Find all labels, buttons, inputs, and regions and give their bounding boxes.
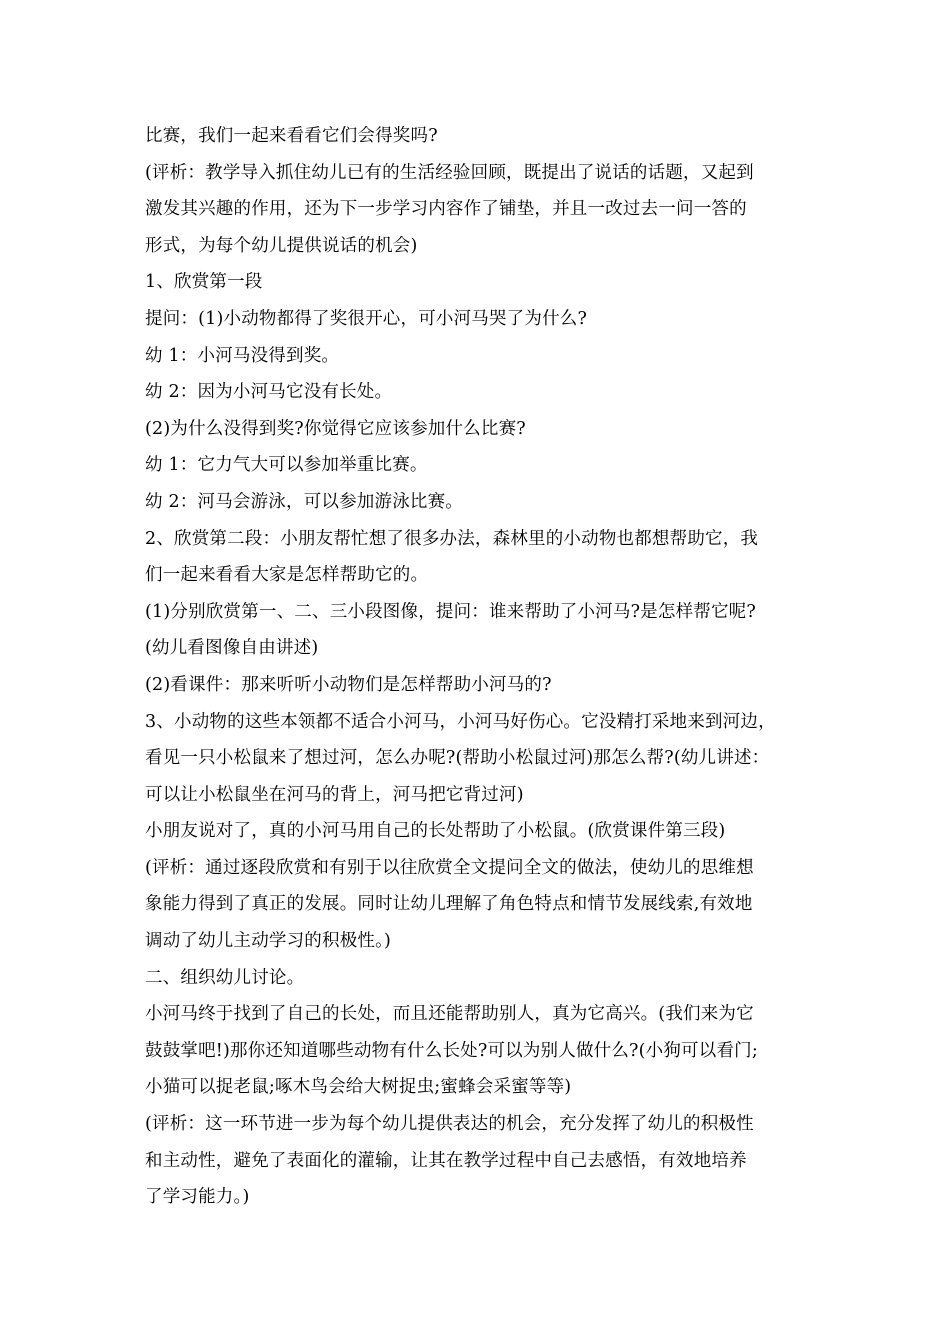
text-line: 比赛，我们一起来看看它们会得奖吗? (145, 126, 438, 146)
document-body (145, 118, 815, 1216)
section-heading: 1、欣赏第一段 (145, 272, 263, 293)
text-line: 3、小动物的这些本领都不适合小河马，小河马好伤心。它没精打采地来到河边， (145, 711, 776, 732)
text-line: 激发其兴趣的作用，还为下一步学习内容作了铺垫，并且一改过去一问一答的 (145, 199, 747, 220)
text-line: 形式，为每个幼儿提供说话的机会) (145, 235, 418, 256)
text-line: 们一起来看看大家是怎样帮助它的。 (145, 565, 429, 586)
text-line: (幼儿看图像自由讲述) (145, 638, 319, 659)
text-line: (评析：通过逐段欣赏和有别于以往欣赏全文提问全文的做法，使幼儿的思维想 (145, 857, 754, 878)
text-line: (评析：这一环节进一步为每个幼儿提供表达的机会，充分发挥了幼儿的积极性 (145, 1114, 754, 1135)
text-line: 幼 2：因为小河马它没有长处。 (145, 382, 393, 403)
text-line: 和主动性，避免了表面化的灌输，让其在教学过程中自己去感悟，有效地培养 (145, 1150, 747, 1171)
text-line: (评析：教学导入抓住幼儿已有的生活经验回顾，既提出了说话的话题，又起到 (145, 162, 754, 183)
text-line: 小猫可以捉老鼠;啄木鸟会给大树捉虫;蜜蜂会采蜜等等) (145, 1077, 572, 1098)
text-line: 2、欣赏第二段：小朋友帮忙想了很多办法，森林里的小动物也都想帮助它，我 (145, 528, 759, 549)
text-line: (1)分别欣赏第一、二、三小段图像，提问：谁来帮助了小河马?是怎样帮它呢? (145, 601, 756, 622)
text-line: 小河马终于找到了自己的长处，而且还能帮助别人，真为它高兴。(我们来为它 (145, 1004, 754, 1025)
text-line: 幼 2：河马会游泳，可以参加游泳比赛。 (145, 491, 463, 512)
section-heading: 二、组织幼儿讨论。 (145, 967, 305, 988)
text-line: (2)为什么没得到奖?你觉得它应该参加什么比赛? (145, 418, 526, 439)
text-line: 提问：(1)小动物都得了奖很开心，可小河马哭了为什么? (145, 308, 588, 329)
text-line: 可以让小松鼠坐在河马的背上，河马把它背过河) (145, 784, 524, 805)
text-line: (2)看课件：那来听听小动物们是怎样帮助小河马的? (145, 674, 552, 695)
text-line: 鼓鼓掌吧!)那你还知道哪些动物有什么长处?可以为别人做什么?(小狗可以看门; (145, 1040, 758, 1061)
text-line: 象能力得到了真正的发展。同时让幼儿理解了角色特点和情节发展线索,有效地 (145, 894, 753, 915)
text-line: 小朋友说对了，真的小河马用自己的长处帮助了小松鼠。(欣赏课件第三段) (145, 821, 726, 842)
text-line: 调动了幼儿主动学习的积极性。) (145, 931, 392, 952)
text-line: 看见一只小松鼠来了想过河，怎么办呢?(帮助小松鼠过河)那怎么帮?(幼儿讲述： (145, 748, 770, 769)
text-line: 幼 1：小河马没得到奖。 (145, 345, 340, 366)
text-line: 了学习能力。) (145, 1187, 250, 1208)
text-line: 幼 1：它力气大可以参加举重比赛。 (145, 455, 428, 476)
